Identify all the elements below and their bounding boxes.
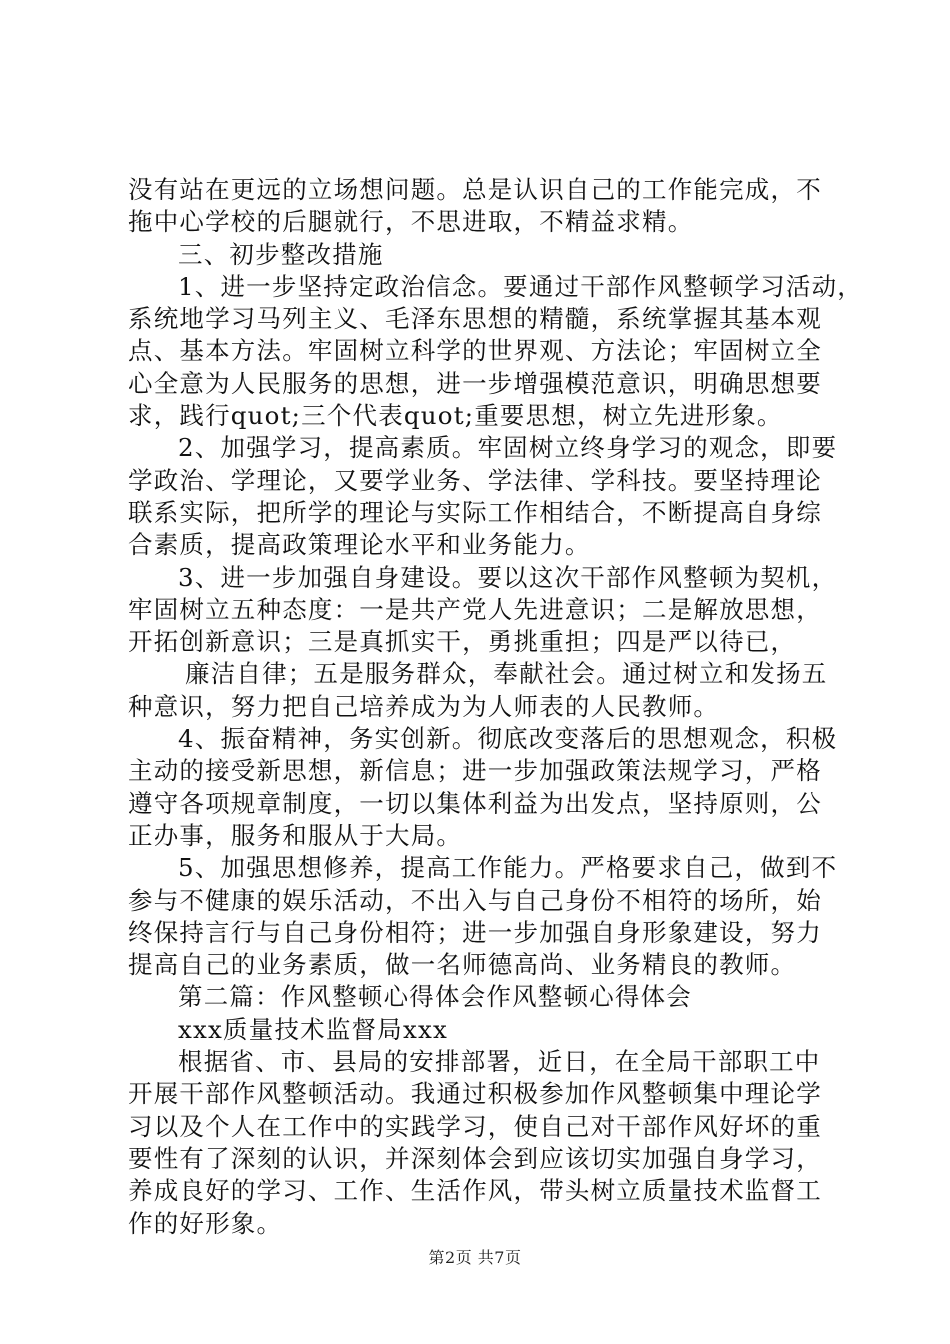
text-line: 习以及个人在工作中的实践学习，使自己对干部作风好坏的重 — [128, 1111, 822, 1141]
text-line: 第二篇：作风整顿心得体会作风整顿心得体会 — [178, 982, 692, 1012]
text-line: 心全意为人民服务的思想，进一步增强模范意识，明确思想要 — [128, 368, 822, 398]
text-line: 1、进一步坚持定政治信念。要通过干部作风整顿学习活动， — [178, 271, 863, 301]
page-footer: 第2页 共7页 — [428, 1248, 522, 1267]
text-line: 三、初步整改措施 — [178, 239, 384, 269]
text-line: xxx质量技术监督局xxx — [178, 1014, 449, 1044]
text-line: 4、振奋精神，务实创新。彻底改变落后的思想观念，积极 — [178, 724, 838, 754]
text-line: 养成良好的学习、工作、生活作风，带头树立质量技术监督工 — [128, 1176, 822, 1206]
text-line: 2、加强学习，提高素质。牢固树立终身学习的观念，即要 — [178, 433, 838, 463]
text-line: 正办事，服务和服从于大局。 — [128, 820, 463, 850]
text-line: 廉洁自律；五是服务群众，奉献社会。通过树立和发扬五 — [185, 659, 828, 689]
text-line: 合素质，提高政策理论水平和业务能力。 — [128, 530, 591, 560]
text-line: 没有站在更远的立场想问题。总是认识自己的工作能完成，不 — [128, 175, 822, 204]
text-line: 开拓创新意识；三是真抓实干，勇挑重担；四是严以待已， — [128, 627, 797, 657]
text-line: 根据省、市、县局的安排部署，近日，在全局干部职工中 — [178, 1047, 821, 1077]
text-line: 开展干部作风整顿活动。我通过积极参加作风整顿集中理论学 — [128, 1079, 822, 1109]
text-line: 求，践行quot;三个代表quot;重要思想，树立先进形象。 — [128, 401, 783, 431]
document-body — [128, 174, 863, 1240]
text-line: 联系实际，把所学的理论与实际工作相结合，不断提高自身综 — [128, 497, 822, 527]
text-line: 终保持言行与自己身份相符；进一步加强自身形象建设，努力 — [128, 917, 822, 947]
text-line: 5、加强思想修养，提高工作能力。严格要求自己，做到不 — [178, 853, 838, 883]
text-line: 系统地学习马列主义、毛泽东思想的精髓，系统掌握其基本观 — [128, 304, 822, 334]
text-line: 牢固树立五种态度：一是共产党人先进意识；二是解放思想， — [128, 594, 822, 624]
text-line: 要性有了深刻的认识，并深刻体会到应该切实加强自身学习， — [128, 1143, 822, 1173]
text-line: 3、进一步加强自身建设。要以这次干部作风整顿为契机， — [178, 562, 838, 592]
text-line: 学政治、学理论，又要学业务、学法律、学科技。要坚持理论 — [128, 465, 822, 495]
text-line: 拖中心学校的后腿就行，不思进取，不精益求精。 — [128, 207, 694, 237]
text-line: 参与不健康的娱乐活动，不出入与自己身份不相符的场所，始 — [128, 885, 822, 915]
text-line: 作的好形象。 — [128, 1208, 283, 1238]
text-line: 点、基本方法。牢固树立科学的世界观、方法论；牢固树立全 — [128, 336, 822, 366]
text-line: 种意识，努力把自己培养成为为人师表的人民教师。 — [128, 691, 720, 721]
text-line: 主动的接受新思想，新信息；进一步加强政策法规学习，严格 — [128, 756, 822, 786]
text-line: 提高自己的业务素质，做一名师德高尚、业务精良的教师。 — [128, 950, 797, 980]
text-line: 遵守各项规章制度，一切以集体利益为出发点，坚持原则，公 — [128, 788, 822, 818]
